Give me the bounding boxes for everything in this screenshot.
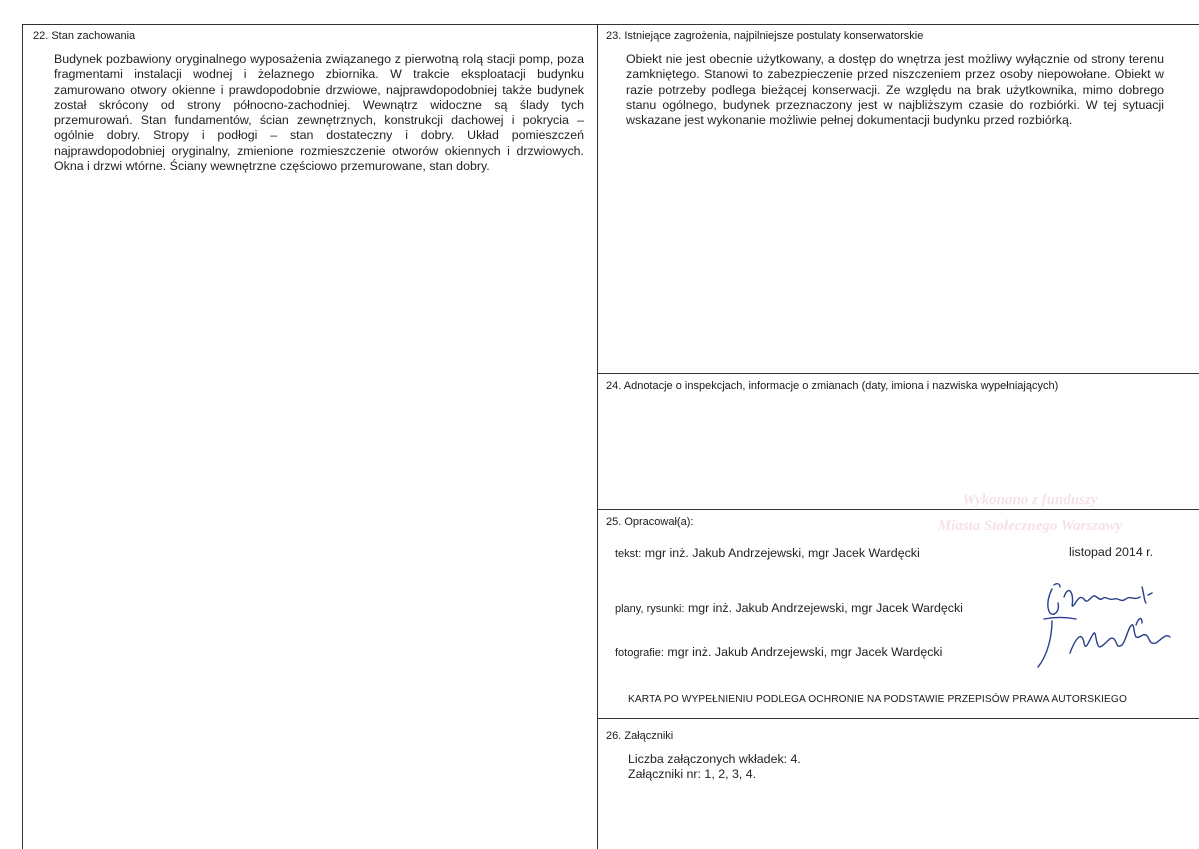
handwritten-signatures <box>1030 575 1190 675</box>
attachments-list: Załączniki nr: 1, 2, 3, 4. <box>628 767 757 781</box>
credit-row-photos <box>615 645 942 661</box>
credit-value: mgr inż. Jakub Andrzejewski, mgr Jacek Wardęcki <box>644 546 920 560</box>
attachments-count: Liczba załączonych wkładek: 4. <box>628 752 801 766</box>
copyright-notice: KARTA PO WYPEŁNIENIU PODLEGA OCHRONIE NA PODSTAWIE PRZEPISÓW PRAWA AUTORSKIEGO <box>628 694 1127 705</box>
divider-25-26 <box>598 718 1199 719</box>
section-26-title: 26. Załączniki <box>606 730 674 742</box>
credit-label: fotografie: <box>615 647 664 659</box>
section-23-title: 23. Istniejące zagrożenia, najpilniejsze postulaty konserwatorskie <box>606 30 924 42</box>
top-border-line <box>22 24 1199 25</box>
section-22-body: Budynek pozbawiony oryginalnego wyposażenia związanego z pierwotną rolą stacji pomp, poza fragmentami instalacji wodnej i żelaznego zbiornika. W trakcie eksploatacji budynku zamurowano otwory okienne i prawdopodobnie drzwiowe, najprawdopodobniej także budynek został skrócony od strony północno-zachodniej. Wewnątrz widoczne są ślady tych przemurowań. Stan fundamentów, ścian zewnętrznych, konstrukcji dachowej i pokrycia – ogólnie dobry. Stropy i podłogi – stan dostateczny i dobry. Układ pomieszczeń najprawdopodobniej oryginalny, zmienione rozmieszczenie otworów okiennych i drzwiowych. Okna i drzwi wtórne. Ściany wewnętrzne częściowo przemurowane, stan dobry. <box>54 52 584 174</box>
date-text: listopad 2014 r. <box>1069 545 1154 559</box>
section-24-title: 24. Adnotacje o inspekcjach, informacje o zmianach (daty, imiona i nazwiska wypełniających) <box>606 380 1059 392</box>
credit-label: plany, rysunki: <box>615 603 685 615</box>
left-border-line <box>22 24 23 849</box>
divider-24-25 <box>598 509 1199 510</box>
credit-label: tekst: <box>615 548 642 560</box>
section-22-title: 22. Stan zachowania <box>33 30 136 42</box>
divider-23-24 <box>598 373 1199 374</box>
funding-stamp-line1: Wykonano z funduszy <box>962 492 1098 508</box>
column-divider <box>597 24 598 849</box>
section-23-body: Obiekt nie jest obecnie użytkowany, a dostęp do wnętrza jest możliwy wyłącznie od strony terenu zamkniętego. Stanowi to zabezpieczenie przed niszczeniem przez osoby niepowołane. Obiekt w razie potrzeby podlega bieżącej konserwacji. Ze względu na brak użytkownika, mimo dobrego stanu ogólnego, budynek przeznaczony jest w najbliższym czasie do rozbiórki. W tej sytuacji wskazane jest wykonanie możliwie pełnej dokumentacji budynku przed rozbiórką. <box>626 52 1164 128</box>
credit-value: mgr inż. Jakub Andrzejewski, mgr Jacek Wardęcki <box>687 601 963 615</box>
section-25-title: 25. Opracował(a): <box>606 516 694 528</box>
funding-stamp-line2: Miasta Stołecznego Warszawy <box>937 518 1123 534</box>
credit-row-plans <box>615 601 963 617</box>
credit-row-text <box>615 546 920 562</box>
credit-value: mgr inż. Jakub Andrzejewski, mgr Jacek Wardęcki <box>667 645 943 659</box>
